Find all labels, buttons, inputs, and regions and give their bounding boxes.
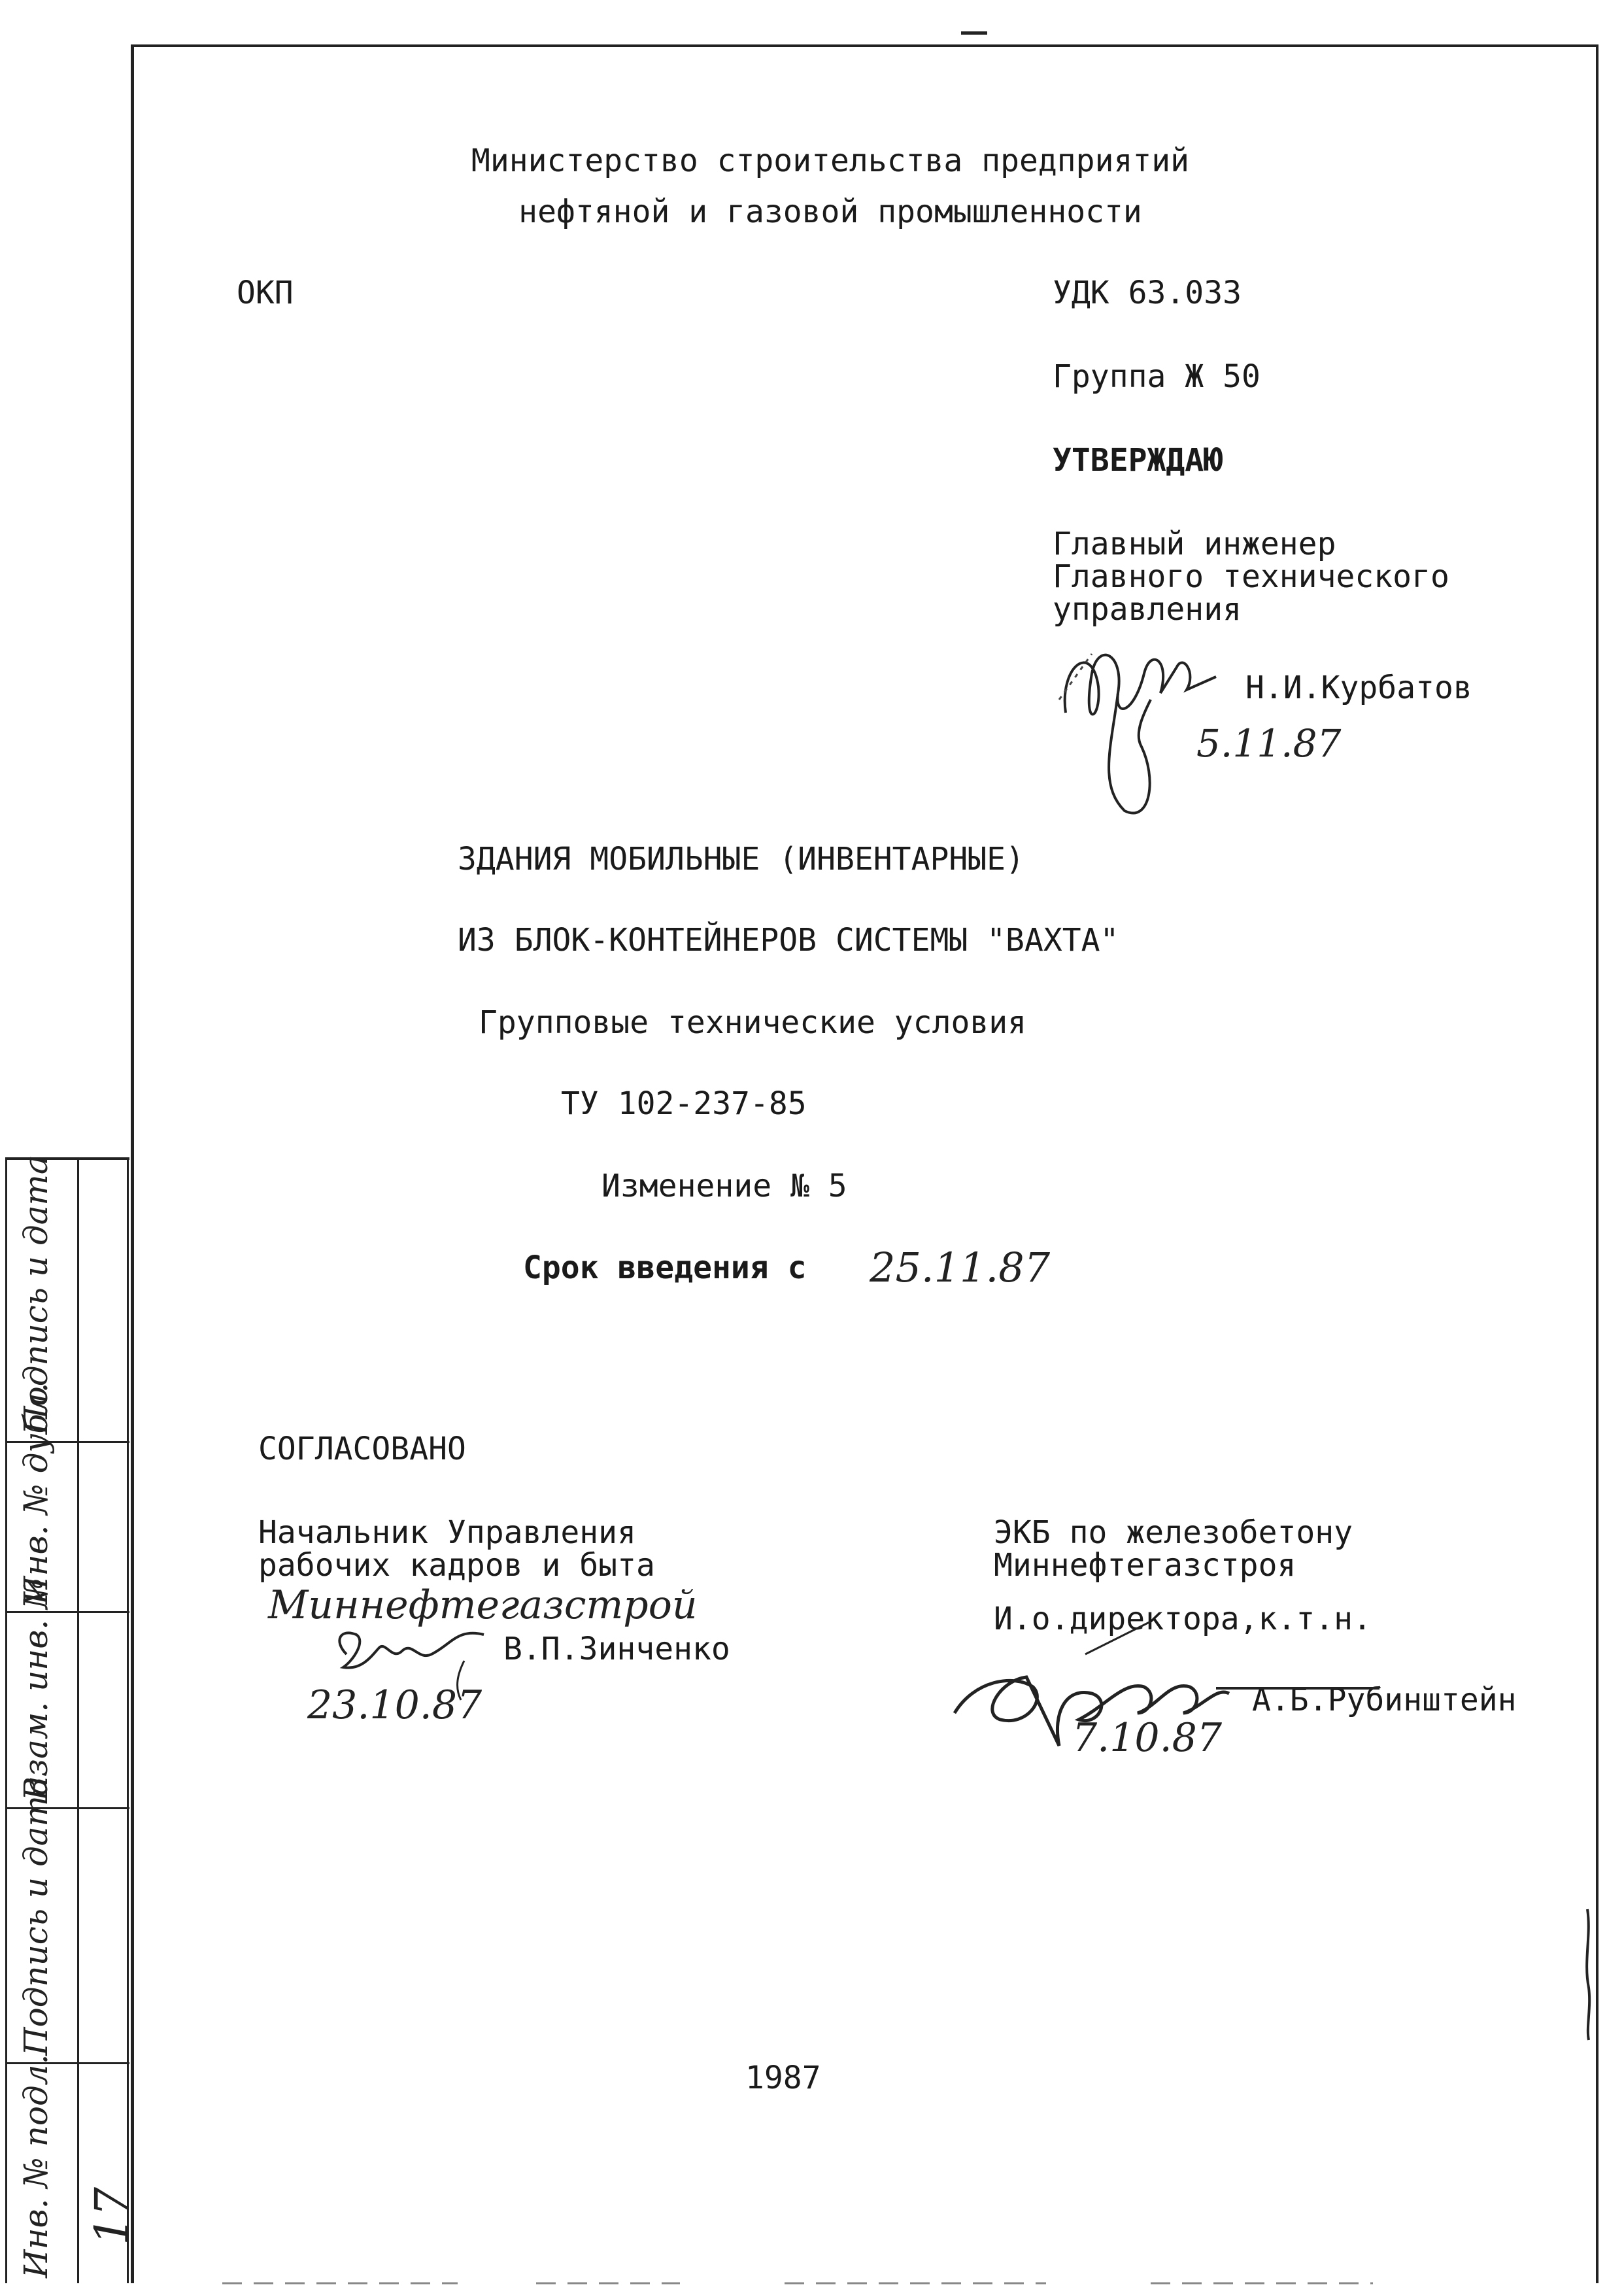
sidebar-vzam-inv: Взам. инв. № (17, 1578, 55, 1801)
approval-position-line-3: управления (1053, 591, 1242, 628)
sidebar-podp-date-1: Подпись и дата (17, 1776, 55, 2056)
agreed-right-line-3: И.о.директора,к.т.н. (994, 1601, 1372, 1637)
change-number: Изменение № 5 (601, 1168, 847, 1204)
agreed-right-signature (935, 1615, 1393, 1765)
approval-date: 5.11.87 (1196, 721, 1342, 766)
ministry-line-2: нефтяной и газовой промышленности (518, 194, 1142, 230)
okp-code: ОКП (237, 275, 294, 311)
effective-date: 25.11.87 (870, 1244, 1051, 1291)
ministry-line-1: Министерство строительства предприятий (471, 143, 1190, 179)
approval-signature (1020, 615, 1281, 824)
sidebar-inv-value: 17 (85, 2186, 139, 2245)
udk-code: УДК 63.033 (1053, 275, 1242, 311)
document-year: 1987 (745, 2060, 821, 2096)
document-number: ТУ 102-237-85 (561, 1085, 807, 1122)
agreed-right-name: А.Б.Рубинштейн (1252, 1682, 1517, 1718)
agreed-left-signature (327, 1615, 510, 1707)
agreed-left-date: 23.10.87 (307, 1682, 482, 1728)
sidebar-divider-left (5, 1160, 7, 2283)
approval-name: Н.И.Курбатов (1245, 670, 1472, 706)
sidebar-inv-dubl: Инв. № дубл. (17, 1382, 55, 1605)
agreed-right-date: 7.10.87 (1072, 1715, 1223, 1761)
approval-position-line-1: Главный инженер (1053, 526, 1336, 562)
agreed-right-line-1: ЭКБ по железобетону (994, 1514, 1353, 1551)
effective-date-label: Срок введения с (523, 1250, 807, 1286)
right-edge-mark (1582, 1909, 1595, 2040)
title-line-1: ЗДАНИЯ МОБИЛЬНЫЕ (ИНВЕНТАРНЫЕ) (458, 841, 1024, 877)
group-code: Группа Ж 50 (1053, 358, 1260, 395)
document-subtitle: Групповые технические условия (479, 1004, 1027, 1041)
sidebar-podp-date-2: Подпись и дата (17, 1155, 55, 1435)
bottom-edge-marks (0, 2269, 1624, 2288)
agreed-left-name: В.П.Зинченко (503, 1631, 730, 1667)
approval-heading: УТВЕРЖДАЮ (1053, 442, 1223, 479)
sidebar-divider-right (127, 1160, 129, 2283)
page-frame (131, 44, 1599, 2283)
title-line-2: ИЗ БЛОК-КОНТЕЙНЕРОВ СИСТЕМЫ "ВАХТА" (458, 922, 1119, 959)
agreed-left-line-2: рабочих кадров и быта (258, 1547, 655, 1584)
agreed-right-line-2: Миннефтегазстроя (994, 1547, 1296, 1584)
agreed-left-org-handwritten: Миннефтегазстрой (268, 1582, 698, 1628)
agreed-left-line-1: Начальник Управления (258, 1514, 636, 1551)
binding-sidebar (5, 1155, 139, 2283)
sidebar-divider-mid (77, 1160, 79, 2283)
sidebar-inv-podl: Инв. № подл. (17, 2054, 55, 2278)
page-top-mark (961, 31, 987, 35)
agreed-heading: СОГЛАСОВАНО (258, 1431, 466, 1467)
approval-position-line-2: Главного технического (1053, 558, 1449, 595)
